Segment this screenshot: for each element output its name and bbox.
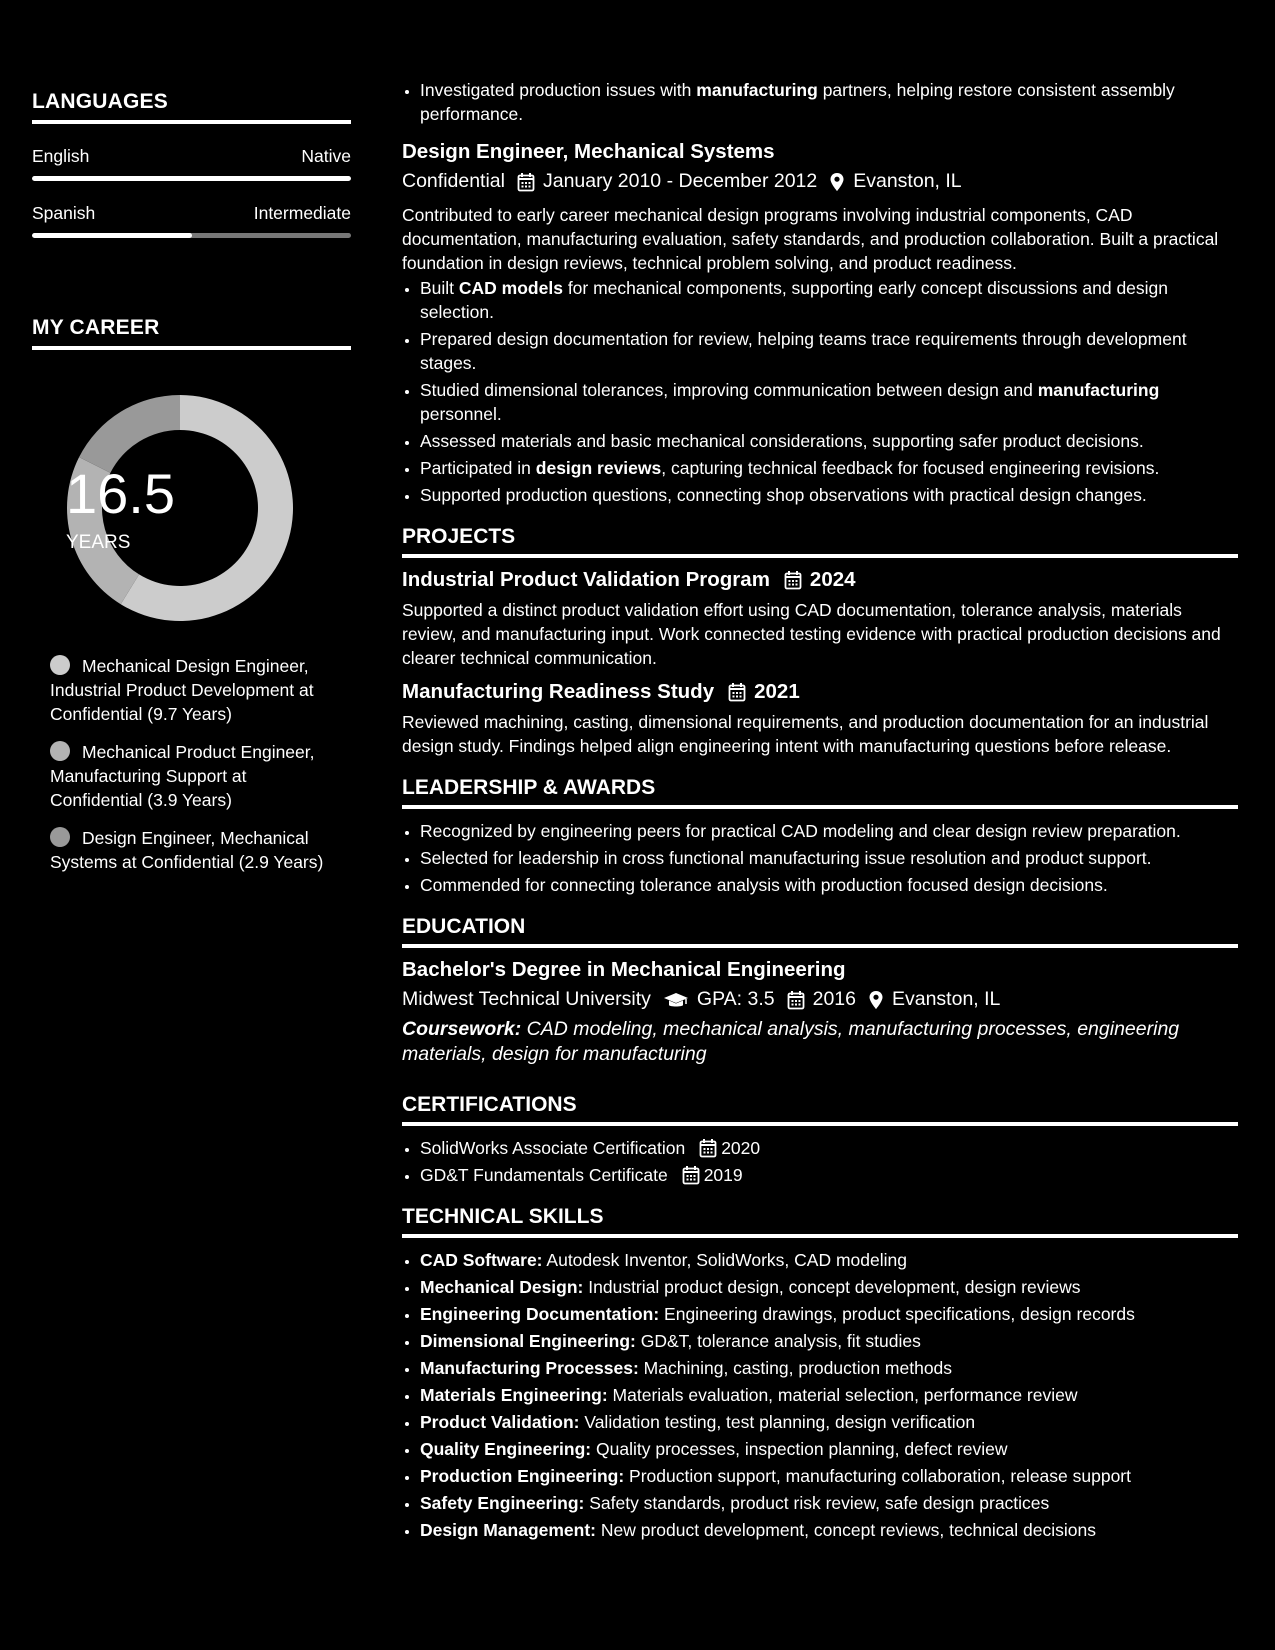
skill-item: • Product Validation: Validation testing, test planning, design verification	[420, 1410, 1238, 1434]
career-years-label: YEARS	[66, 532, 131, 553]
job-dates: January 2010 - December 2012	[542, 170, 818, 192]
skill-item: • Engineering Documentation: Engineering drawings, product specifications, design records	[420, 1302, 1238, 1326]
education-year: 2016	[812, 988, 856, 1010]
certifications-heading: CERTIFICATIONS	[402, 1093, 1238, 1126]
coursework-text: CAD modeling, mechanical analysis, manufacturing processes, engineering materials, design for manufacturing	[402, 1018, 1180, 1065]
career-legend-item	[50, 826, 330, 874]
job-summary: Contributed to early career mechanical design programs involving industrial components, CAD documentation, manufacturing evaluation, safety standards, and production collaboration. Built a practical foundation in design reviews, technical problem solving, and product readiness.	[402, 205, 1219, 273]
language-proficiency-bar	[32, 176, 351, 181]
previous-job-bullets	[402, 78, 1238, 126]
certification-name: • GD&T Fundamentals Certificate	[420, 1165, 668, 1185]
bullet-item: • Supported production questions, connecting shop observations with practical design changes.	[420, 483, 1238, 507]
language-name: Spanish	[32, 203, 96, 223]
career-legend-text: Mechanical Product Engineer, Manufacturing Support at Confidential (3.9 Years)	[50, 742, 315, 810]
language-name: English	[32, 146, 90, 166]
graduation-cap-icon	[663, 990, 689, 1010]
project-title: Industrial Product Validation Program	[402, 568, 770, 591]
coursework	[402, 1017, 1238, 1067]
job-title: Design Engineer, Mechanical Systems	[402, 140, 775, 163]
skill-item: • Dimensional Engineering: GD&T, tolerance analysis, fit studies	[420, 1329, 1238, 1353]
leadership-list	[402, 819, 1238, 897]
skill-item: • Materials Engineering: Materials evaluation, material selection, performance review	[420, 1383, 1238, 1407]
leadership-item: • Commended for connecting tolerance analysis with production focused design decisions.	[420, 873, 1238, 897]
job-meta	[402, 170, 1238, 193]
calendar-icon	[728, 682, 746, 702]
map-pin-icon	[868, 990, 884, 1010]
leadership-heading: LEADERSHIP & AWARDS	[402, 776, 1238, 809]
certification-item	[420, 1136, 1238, 1160]
skill-item: • Mechanical Design: Industrial product design, concept development, design reviews	[420, 1275, 1238, 1299]
bullet-item: • Studied dimensional tolerances, improving communication between design and manufacturing personnel.	[420, 378, 1238, 426]
leadership-item: • Recognized by engineering peers for practical CAD modeling and clear design review preparation.	[420, 819, 1238, 843]
degree-title: Bachelor's Degree in Mechanical Engineering	[402, 958, 846, 981]
skill-item: • Manufacturing Processes: Machining, casting, production methods	[420, 1356, 1238, 1380]
career-heading: MY CAREER	[32, 316, 351, 350]
job-location: Evanston, IL	[853, 170, 962, 192]
career-total-years: 16.5	[66, 462, 175, 525]
coursework-label: Coursework:	[402, 1018, 522, 1040]
sidebar	[32, 90, 351, 888]
skills-list	[402, 1248, 1238, 1542]
language-proficiency-fill	[32, 233, 192, 238]
language-level: Native	[301, 146, 351, 166]
certification-name: • SolidWorks Associate Certification	[420, 1138, 686, 1158]
job-company: Confidential	[402, 170, 505, 192]
skill-item: • Production Engineering: Production support, manufacturing collaboration, release support	[420, 1464, 1238, 1488]
certifications-list	[402, 1136, 1238, 1187]
project-year: 2024	[809, 568, 856, 591]
career-donut-chart	[66, 394, 294, 622]
skills-heading: TECHNICAL SKILLS	[402, 1205, 1238, 1238]
legend-dot	[50, 655, 70, 675]
education-heading: EDUCATION	[402, 915, 1238, 948]
skill-item: • Design Management: New product development, concept reviews, technical decisions	[420, 1518, 1238, 1542]
map-pin-icon	[829, 172, 845, 192]
project-year: 2021	[754, 680, 800, 703]
school-name: Midwest Technical University	[402, 988, 651, 1010]
project-description: Reviewed machining, casting, dimensional requirements, and production documentation for an industrial design study. Findings helped align engineering intent with manufacturing questions before release.	[402, 712, 1209, 756]
job-bullets	[402, 276, 1238, 507]
education-meta	[402, 988, 1238, 1011]
career-legend-text: Mechanical Design Engineer, Industrial Product Development at Confidential (9.7 Years)	[50, 656, 314, 724]
bullet-text: Investigated production issues with	[420, 80, 697, 100]
certification-item	[420, 1163, 1238, 1187]
legend-dot	[50, 741, 70, 761]
bullet-item: • Built CAD models for mechanical components, supporting early concept discussions and design selection.	[420, 276, 1238, 324]
bullet-item	[420, 78, 1238, 126]
gpa: GPA: 3.5	[696, 988, 775, 1010]
projects-heading: PROJECTS	[402, 525, 1238, 558]
calendar-icon	[699, 1138, 717, 1158]
career-legend	[32, 654, 351, 874]
language-proficiency-bar	[32, 233, 351, 238]
calendar-icon	[682, 1165, 700, 1185]
project-description: Supported a distinct product validation effort using CAD documentation, tolerance analysis, materials review, and manufacturing input. Work connected testing evidence with practical production decisions and clearer technical communication.	[402, 600, 1221, 668]
languages-heading: LANGUAGES	[32, 90, 351, 124]
skill-item: • Safety Engineering: Safety standards, product risk review, safe design practices	[420, 1491, 1238, 1515]
bullet-item: • Prepared design documentation for review, helping teams trace requirements through development stages.	[420, 327, 1238, 375]
project-title: Manufacturing Readiness Study	[402, 680, 715, 703]
language-level: Intermediate	[253, 203, 351, 223]
main-content	[402, 78, 1238, 1545]
certification-year: 2020	[721, 1138, 761, 1158]
bullet-item: • Assessed materials and basic mechanical considerations, supporting safer product decisions.	[420, 429, 1238, 453]
education-location: Evanston, IL	[891, 988, 1001, 1010]
bullet-item: • Participated in design reviews, capturing technical feedback for focused engineering revisions.	[420, 456, 1238, 480]
calendar-icon	[517, 172, 535, 192]
project-item	[402, 568, 1238, 670]
certification-year: 2019	[703, 1165, 743, 1185]
leadership-item: • Selected for leadership in cross functional manufacturing issue resolution and product support.	[420, 846, 1238, 870]
language-item	[32, 203, 351, 238]
career-legend-text: Design Engineer, Mechanical Systems at Confidential (2.9 Years)	[50, 828, 324, 872]
calendar-icon	[787, 990, 805, 1010]
language-item	[32, 146, 351, 181]
career-legend-item	[50, 740, 330, 812]
skill-item: • CAD Software: Autodesk Inventor, SolidWorks, CAD modeling	[420, 1248, 1238, 1272]
project-item	[402, 680, 1238, 758]
legend-dot	[50, 827, 70, 847]
bullet-keyword: manufacturing	[696, 80, 818, 100]
skill-item: • Quality Engineering: Quality processes, inspection planning, defect review	[420, 1437, 1238, 1461]
language-proficiency-fill	[32, 176, 351, 181]
career-legend-item	[50, 654, 330, 726]
calendar-icon	[784, 570, 802, 590]
bullet-text: partners, helping restore consistent assembly performance.	[420, 80, 1175, 124]
